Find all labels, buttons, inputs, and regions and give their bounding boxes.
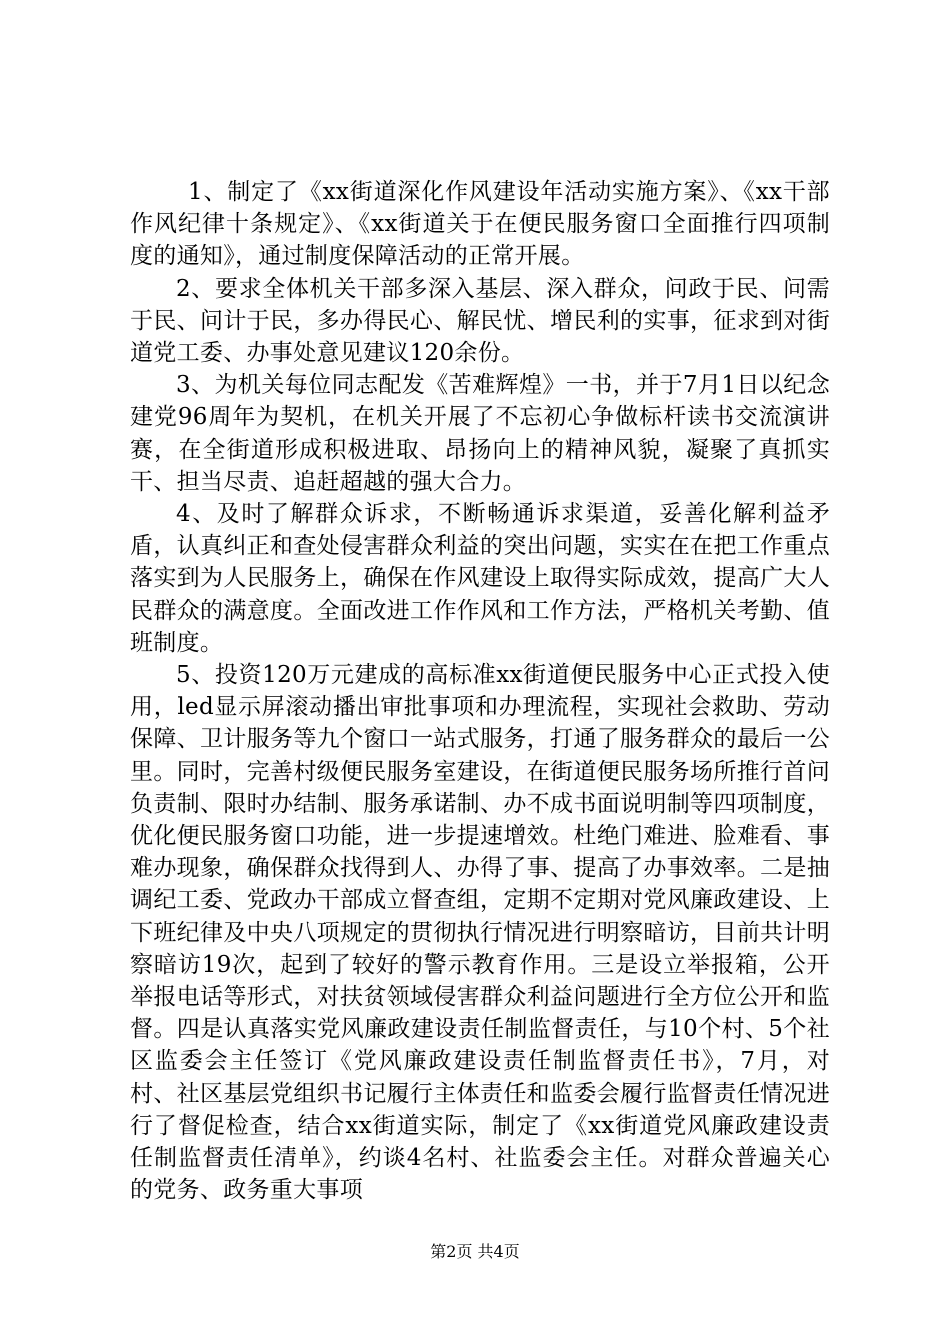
page-footer: 第2页 共4页 — [430, 1242, 520, 1261]
paragraph-3: 3、为机关每位同志配发《苦难辉煌》一书，并于7月1日以纪念建党96周年为契机，在机关开展了不忘初心争做标杆读书交流演讲赛，在全街道形成积极进取、昂扬向上的精神风貌，凝聚了真抓实干、担当尽责、追赶超越的强大合力。 — [130, 372, 830, 495]
paragraph-4: 4、及时了解群众诉求，不断畅通诉求渠道，妥善化解利益矛盾，认真纠正和查处侵害群众利益的突出问题，实实在在把工作重点落实到为人民服务上，确保在作风建设上取得实际成效，提高广大人民群众的满意度。全面改进工作作风和工作方法，严格机关考勤、值班制度。 — [130, 501, 830, 656]
paragraph-2: 2、要求全体机关干部多深入基层、深入群众，问政于民、问需于民、问计于民，多办得民心、解民忧、增民利的实事，征求到对街道党工委、办事处意见建议120余份。 — [130, 275, 830, 367]
paragraph-5: 5、投资120万元建成的高标准xx街道便民服务中心正式投入使用，led显示屏滚动播出审批事项和办理流程，实现社会救助、劳动保障、卫计服务等九个窗口一站式服务，打通了服务群众的最后一公里。同时，完善村级便民服务室建设，在街道便民服务场所推行首问负责制、限时办结制、服务承诺制、办不成书面说明制等四项制度，优化便民服务窗口功能，进一步提速增效。杜绝门难进、脸难看、事难办现象，确保群众找得到人、办得了事、提高了办事效率。二是抽调纪工委、党政办干部成立督查组，定期不定期对党风廉政建设、上下班纪律及中央八项规定的贯彻执行情况进行明察暗访，目前共计明察暗访19次，起到了较好的警示教育作用。三是设立举报箱，公开举报电话等形式，对扶贫领域侵害群众利益问题进行全方位公开和监督。四是认真落实党风廉政建设责任制监督责任，与10个村、5个社区监委会主任签订《党风廉政建设责任制监督责任书》，7月，对村、社区基层党组织书记履行主体责任和监委会履行监督责任情况进行了督促检查，结合xx街道实际，制定了《xx街道党风廉政建设责任制监督责任清单》，约谈4名村、社监委会主任。对群众普遍关心的党务、政务重大事项 — [130, 662, 830, 1204]
document-body — [130, 176, 830, 1207]
paragraph-1: 1、制定了《xx街道深化作风建设年活动实施方案》、《xx干部作风纪律十条规定》、《xx街道关于在便民服务窗口全面推行四项制度的通知》，通过制度保障活动的正常开展。 — [130, 179, 830, 270]
